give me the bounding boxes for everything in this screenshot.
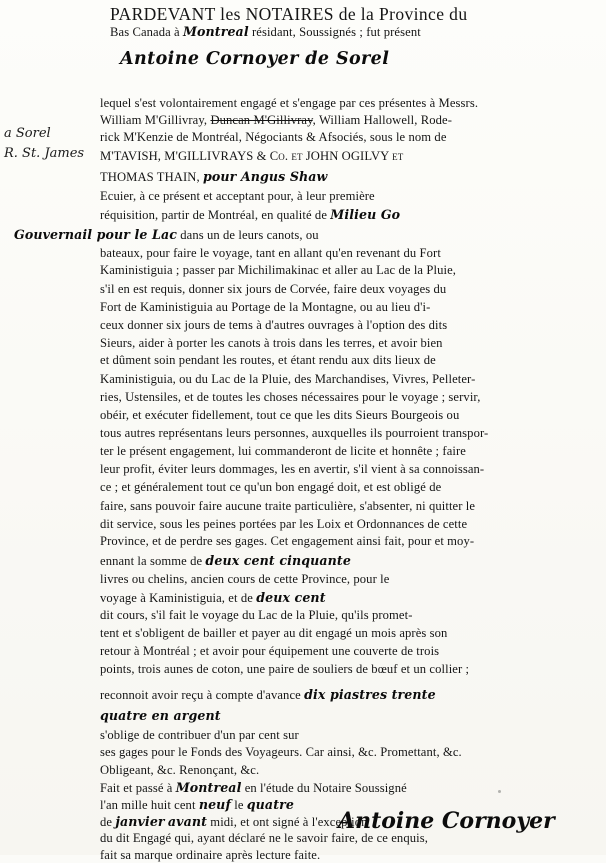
text-line <box>110 4 467 25</box>
margin-note-2: R. St. James <box>4 146 85 161</box>
printed-text: ter le présent engagement, lui commanderont de licite et honnête ; faire <box>100 444 466 458</box>
printed-text: s'oblige de contribuer d'un par cent sur <box>100 728 299 742</box>
handwritten-entry: deux cent <box>256 590 326 605</box>
text-line <box>100 780 407 796</box>
printed-text: M'TAVISH, M'GILLIVRAYS & Co. et JOHN OGILVY et <box>100 149 404 163</box>
printed-text: Sieurs, aider à porter les canots à trois dans les terres, et avoir bien <box>100 336 443 350</box>
printed-text: leur profit, éviter leurs dommages, les en avertir, s'il vient à sa connoissan- <box>100 462 485 476</box>
printed-text: retour à Montréal ; et avoir pour équipement une couverte de trois <box>100 644 440 658</box>
text-line <box>100 499 475 514</box>
text-line <box>100 848 320 863</box>
printed-text: tent et s'obligent de bailler et payer au dit engagé un mois après son <box>100 626 448 640</box>
text-line <box>120 49 389 69</box>
printed-text: Fait et passé à <box>100 781 176 795</box>
printed-text: dit service, sous les peines portées par les Loix et Ordonnances de cette <box>100 517 468 531</box>
printed-text: voyage à Kaministiguia, et de <box>100 591 257 605</box>
printed-text: Ecuier, à ce présent et acceptant pour, à leur première <box>100 189 375 203</box>
printed-text: Duncan M'Gillivray <box>210 113 313 127</box>
printed-text: lequel s'est volontairement engagé et s'engage par ces présentes à Messrs. <box>100 96 479 110</box>
text-line <box>100 336 443 351</box>
text-line <box>100 797 294 813</box>
text-line <box>100 246 441 261</box>
printed-text: livres ou chelins, ancien cours de cette Province, pour le <box>100 572 390 586</box>
text-line <box>100 113 452 128</box>
text-line <box>100 318 447 333</box>
handwritten-entry: Gouvernail pour le Lac <box>14 227 177 242</box>
handwritten-entry: Montreal <box>175 780 242 795</box>
printed-text: Kaministiguia, ou du Lac de la Pluie, des Marchandises, Vivres, Pelleter- <box>100 372 476 386</box>
ink-speck <box>222 400 224 402</box>
text-line <box>100 728 299 743</box>
text-line <box>100 282 446 297</box>
text-line <box>100 763 259 778</box>
text-line <box>100 687 436 703</box>
text-line <box>100 189 375 204</box>
text-line <box>100 462 484 477</box>
printed-text: s'il en est requis, donner six jours de Corvée, faire deux voyages du <box>100 282 447 296</box>
text-line <box>100 130 447 145</box>
printed-text: ses gages pour le Fonds des Voyageurs. Car ainsi, &c. Promettant, &c. <box>100 745 462 759</box>
printed-text: Kaministiguia ; passer par Michilimakinac et aller au Lac de la Pluie, <box>100 263 457 277</box>
handwritten-entry: neuf <box>198 797 231 812</box>
text-line <box>100 372 475 387</box>
handwritten-entry: quatre en argent <box>100 708 221 723</box>
printed-text: rick M'Kenzie de Montréal, Négociants & Afsociés, sous le nom de <box>100 130 447 144</box>
printed-text: ARDEVANT les NOTAIRES de la Province du <box>118 4 468 24</box>
handwritten-entry: Milieu Go <box>330 207 401 222</box>
text-line <box>100 644 439 659</box>
printed-text: faire, sans pouvoir faire aucune traite particulière, s'absenter, ni quitter le <box>100 499 476 513</box>
printed-text: ries, Ustensiles, et de toutes les choses nécessaires pour le voyage ; servir, <box>100 390 481 404</box>
handwritten-entry: Montreal <box>183 24 249 39</box>
printed-text: fait sa marque ordinaire après lecture faite. <box>100 848 321 862</box>
text-line <box>100 745 462 760</box>
printed-text: bateaux, pour faire le voyage, tant en allant qu'en revenant du Fort <box>100 246 441 260</box>
handwritten-entry: deux cent cinquante <box>205 553 351 568</box>
handwritten-entry: Antoine Cornoyer de Sorel <box>120 49 390 69</box>
text-line <box>100 390 480 405</box>
text-line <box>100 96 478 111</box>
printed-text: du dit Engagé qui, ayant déclaré ne le savoir faire, de ce enquis, <box>100 831 428 845</box>
text-line <box>14 227 319 243</box>
signature: Antoine Cornoyer <box>338 808 555 834</box>
text-line <box>100 426 488 441</box>
text-line <box>100 300 430 315</box>
handwritten-entry: quatre <box>246 797 294 812</box>
printed-text: THOMAS THAIN, <box>100 170 203 184</box>
printed-text: , William Hallowell, Rode- <box>312 113 452 127</box>
printed-text: de <box>100 815 116 829</box>
text-line <box>110 24 421 40</box>
ink-speck <box>498 790 501 793</box>
text-line <box>100 353 436 368</box>
printed-text: résidant, Soussignés ; fut présent <box>248 25 421 39</box>
text-line <box>100 662 469 677</box>
text-line <box>100 814 368 830</box>
printed-text: le <box>230 798 247 812</box>
printed-text: dans un de leurs canots, ou <box>177 228 319 242</box>
text-line <box>100 263 456 278</box>
printed-text: Fort de Kaministiguia au Portage de la Montagne, ou au lieu d'i- <box>100 300 431 314</box>
text-line <box>100 572 389 587</box>
printed-text: l'an mille huit cent <box>100 798 199 812</box>
printed-text: P <box>110 4 119 24</box>
printed-text: Province, et de perdre ses gages. Cet engagement ainsi fait, pour et moy- <box>100 534 475 548</box>
handwritten-entry: pour Angus Shaw <box>202 169 328 184</box>
text-line <box>100 608 413 623</box>
text-line <box>100 149 403 164</box>
text-line <box>100 708 221 724</box>
printed-text: obéir, et exécuter fidellement, tout ce que les dits Sieurs Bourgeois ou <box>100 408 460 422</box>
printed-text: ennant la somme de <box>100 554 206 568</box>
margin-note-1: a Sorel <box>4 126 51 141</box>
text-line <box>100 517 467 532</box>
text-line <box>100 480 441 495</box>
printed-text: points, trois aunes de coton, une paire de souliers de bœuf et un collier ; <box>100 662 470 676</box>
text-line <box>100 207 400 223</box>
handwritten-entry: dix piastres trente <box>304 687 436 702</box>
text-line <box>100 534 474 549</box>
printed-text: ce ; et généralement tout ce qu'un bon engagé doit, et est obligé de <box>100 480 442 494</box>
handwritten-entry: avant <box>167 814 208 829</box>
printed-text: dit cours, s'il fait le voyage du Lac de la Pluie, qu'ils promet- <box>100 608 413 622</box>
printed-text: et dûment soin pendant les routes, et étant rendu aux dits lieux de <box>100 353 436 367</box>
text-line <box>100 444 466 459</box>
printed-text: Bas Canada à <box>110 25 183 39</box>
printed-text: William M'Gillivray, <box>100 113 211 127</box>
printed-text: midi, et ont signé à l'exception <box>207 815 368 829</box>
printed-text: réquisition, partir de Montréal, en qualité de <box>100 208 331 222</box>
printed-text: tous autres représentans leurs personnes, auxquelles ils pourroient transpor- <box>100 426 489 440</box>
printed-text: Obligeant, &c. Renonçant, &c. <box>100 763 260 777</box>
handwritten-entry: janvier <box>115 814 165 829</box>
text-line <box>100 408 459 423</box>
text-line <box>100 626 447 641</box>
printed-text: ceux donner six jours de tems à d'autres ouvrages à l'option des dits <box>100 318 448 332</box>
printed-text: en l'étude du Notaire Soussigné <box>241 781 407 795</box>
text-line <box>100 590 326 606</box>
text-line <box>100 169 327 185</box>
printed-text: reconnoit avoir reçu à compte d'avance <box>100 688 305 702</box>
text-line <box>100 553 351 569</box>
